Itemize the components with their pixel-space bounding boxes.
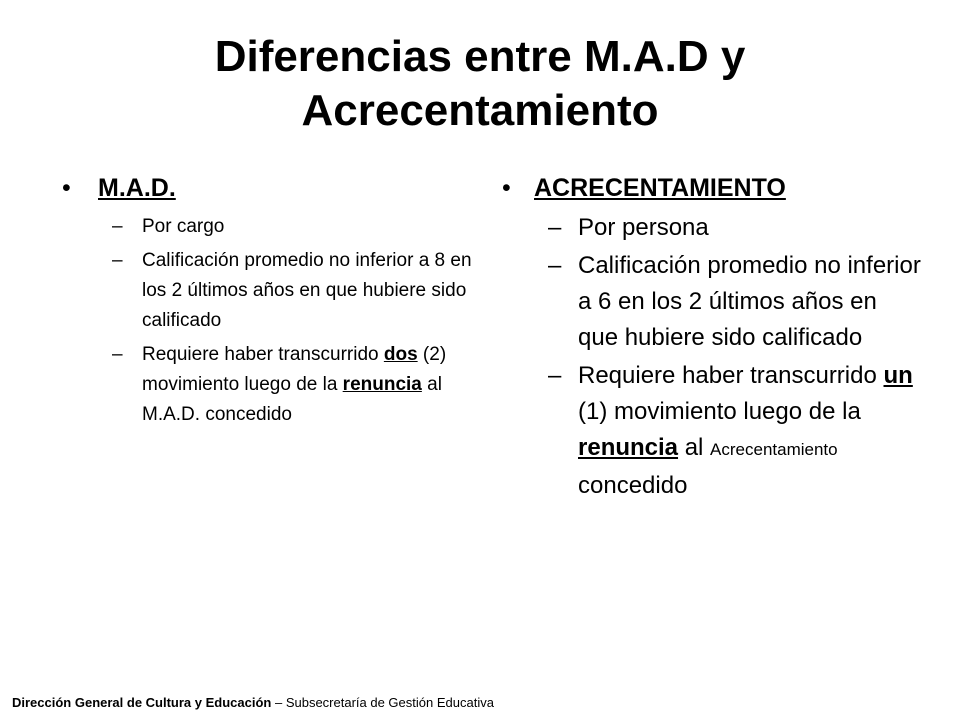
bullet-icon: • xyxy=(502,174,511,202)
mad-item-requisito-e: al M.A.D. concedido xyxy=(142,374,442,425)
mad-item-cargo xyxy=(62,212,492,242)
mad-heading xyxy=(62,168,492,208)
acrecentamiento-item-requisito-f: Acrecentamiento xyxy=(710,440,838,459)
acrecentamiento-item-requisito xyxy=(502,358,922,504)
acrecentamiento-item-persona-text: Por persona xyxy=(578,214,709,241)
acrecentamiento-item-requisito-g: concedido xyxy=(578,472,688,499)
slide-title xyxy=(0,30,960,138)
slide-title-line-1: Diferencias entre M.A.D y xyxy=(214,32,746,81)
dash-icon: – xyxy=(548,214,562,241)
mad-heading-text: M.A.D. xyxy=(98,174,176,202)
mad-item-requisito-a: Requiere haber transcurrido xyxy=(142,344,384,365)
acrecentamiento-item-calificacion xyxy=(502,248,922,356)
acrecentamiento-heading xyxy=(502,168,922,208)
mad-item-requisito-c: (2) movimiento luego de la xyxy=(142,344,447,395)
acrecentamiento-item-persona xyxy=(502,210,922,246)
acrecentamiento-item-requisito-c: (1) movimiento luego de la xyxy=(578,398,861,425)
dash-icon: – xyxy=(112,344,123,365)
mad-item-cargo-text: Por cargo xyxy=(142,216,225,237)
mad-item-requisito-dos: dos xyxy=(383,344,418,365)
mad-item-requisito xyxy=(62,340,492,430)
mad-item-requisito-renuncia: renuncia xyxy=(342,374,422,395)
dash-icon: – xyxy=(112,250,123,271)
acrecentamiento-column xyxy=(502,168,922,504)
mad-item-calificacion-text: Calificación promedio no inferior a 8 en los 2 últimos años en que hubiere sido calificado xyxy=(142,250,472,331)
mad-item-calificacion xyxy=(62,246,492,336)
mad-list xyxy=(62,212,492,430)
footer-organization: Dirección General de Cultura y Educación xyxy=(12,695,272,710)
acrecentamiento-item-requisito-un: un xyxy=(883,362,913,389)
dash-icon: – xyxy=(112,216,123,237)
mad-column xyxy=(62,168,492,430)
dash-icon: – xyxy=(548,362,562,389)
acrecentamiento-heading-text: ACRECENTAMIENTO xyxy=(534,174,786,202)
acrecentamiento-item-requisito-renuncia: renuncia xyxy=(578,434,679,461)
acrecentamiento-item-requisito-a: Requiere haber transcurrido xyxy=(578,362,884,389)
acrecentamiento-list xyxy=(502,210,922,504)
acrecentamiento-item-calificacion-text: Calificación promedio no inferior a 6 en los 2 últimos años en que hubiere sido calificado xyxy=(578,252,921,351)
dash-icon: – xyxy=(548,252,562,279)
slide-title-line-2: Acrecentamiento xyxy=(301,86,659,135)
footer xyxy=(12,694,494,712)
footer-subsecretaria: – Subsecretaría de Gestión Educativa xyxy=(271,695,494,710)
bullet-icon: • xyxy=(62,174,71,202)
acrecentamiento-item-requisito-e: al xyxy=(678,434,711,461)
